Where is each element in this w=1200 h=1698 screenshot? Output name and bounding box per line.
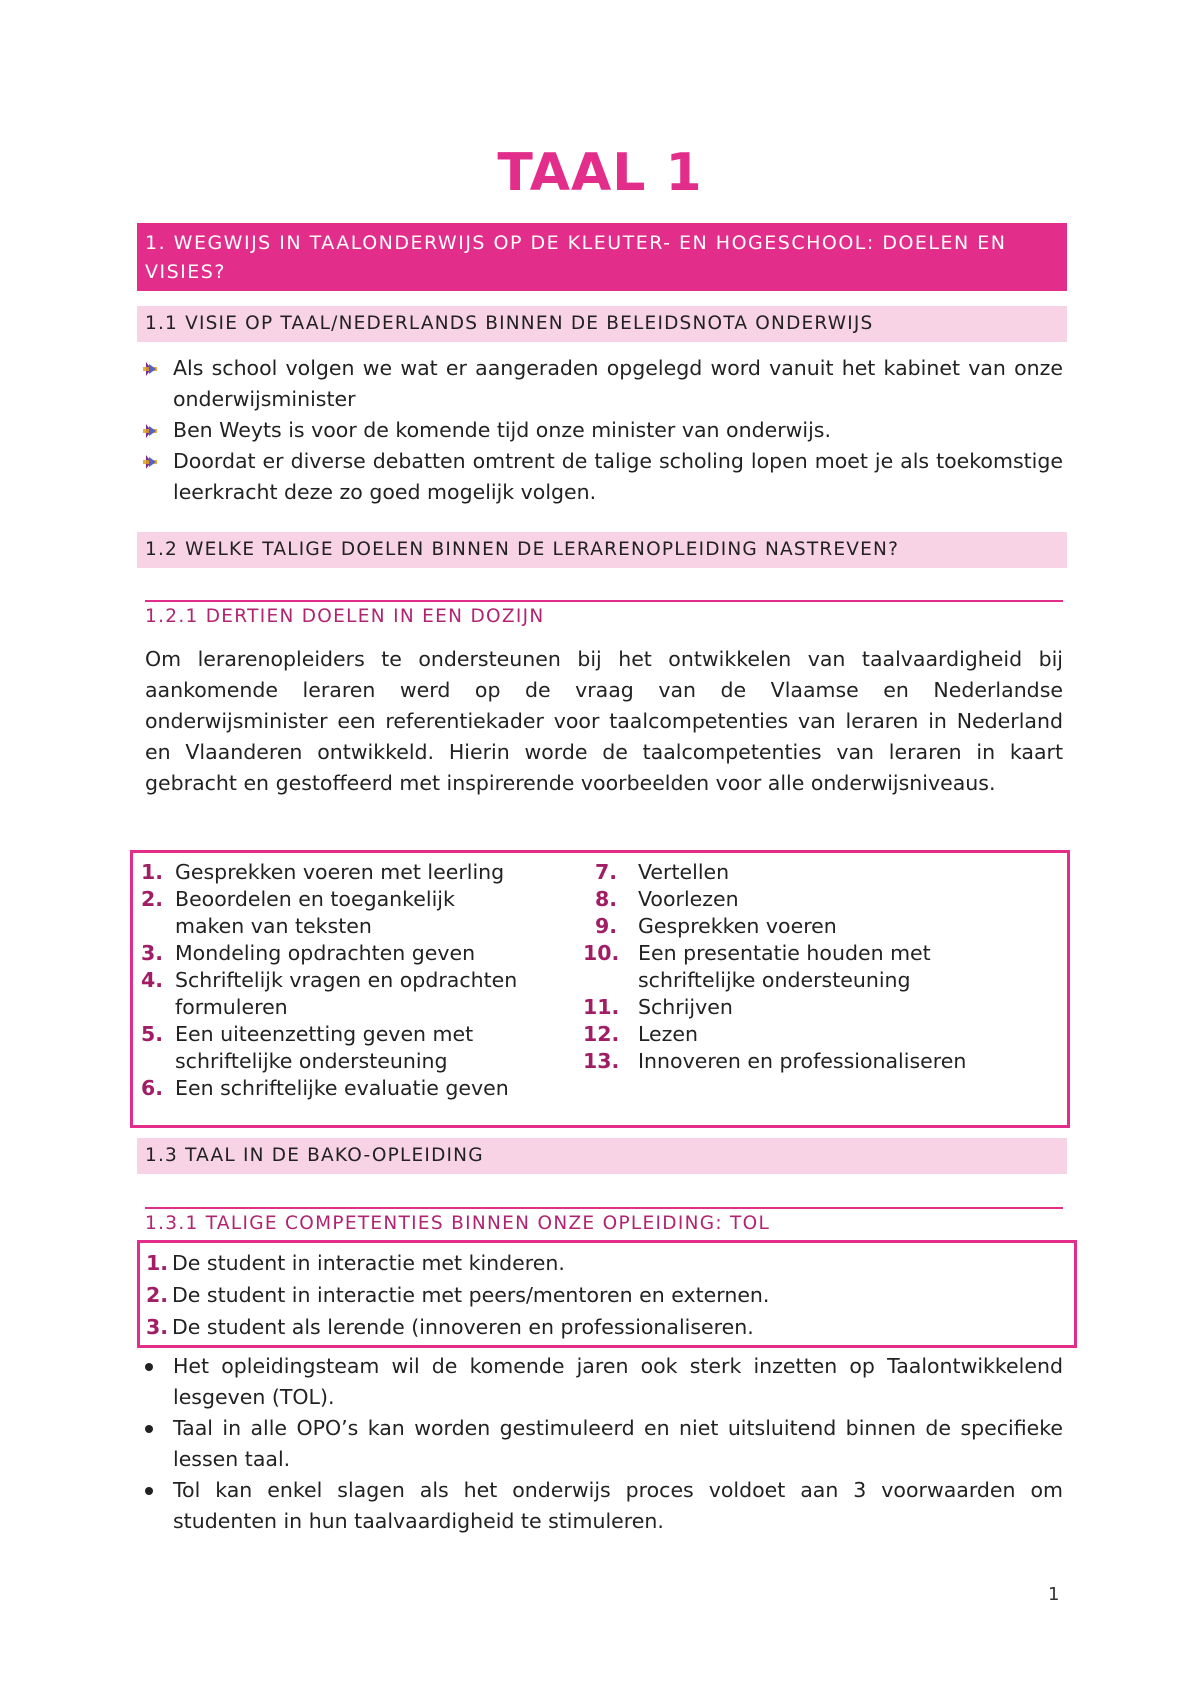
list-item [143, 1351, 1063, 1413]
section-1-1-heading: 1.1 VISIE OP TAAL/NEDERLANDS BINNEN DE BELEIDSNOTA ONDERWIJS [137, 306, 1067, 342]
goal-text: Schriftelijk vragen en opdrachten formuleren [175, 968, 518, 1019]
bullet-text: Taal in alle OPO’s kan worden gestimuleerd en niet uitsluitend binnen de specifieke lessen taal. [173, 1416, 1063, 1471]
list-item [143, 353, 1063, 415]
list-item [583, 859, 1053, 886]
section-1-3-heading: 1.3 TAAL IN DE BAKO-OPLEIDING [137, 1138, 1067, 1174]
goal-number: 1. [141, 860, 164, 884]
competences-list [146, 1247, 1066, 1343]
goal-number: 12. [583, 1022, 620, 1046]
goal-text: Schrijven [638, 995, 733, 1019]
goal-text: Gesprekken voeren [638, 914, 837, 938]
bullet-text: Doordat er diverse debatten omtrent de talige scholing lopen moet je als toekomstige leerkracht deze zo goed mogelijk volgen. [173, 449, 1063, 504]
list-item [141, 1075, 561, 1102]
list-item [583, 1021, 1053, 1048]
list-item [141, 859, 561, 886]
goal-number: 2. [141, 887, 164, 911]
goal-number: 6. [141, 1076, 164, 1100]
bullet-dot-icon [145, 1363, 153, 1371]
bullet-text: Tol kan enkel slagen als het onderwijs proces voldoet aan 3 voorwaarden om studenten in hun taalvaardigheid te stimuleren. [173, 1478, 1063, 1533]
list-item [141, 940, 561, 967]
arrow-bullet-icon [143, 362, 157, 376]
list-item [583, 940, 1053, 994]
bullet-text: Ben Weyts is voor de komende tijd onze minister van onderwijs. [173, 418, 831, 442]
arrow-bullet-icon [143, 455, 157, 469]
section-1-heading: 1. WEGWIJS IN TAALONDERWIJS OP DE KLEUTER- EN HOGESCHOOL: DOELEN EN VISIES? [137, 223, 1067, 291]
list-item [583, 1048, 1053, 1075]
goal-number: 4. [141, 968, 164, 992]
goals-left-list [141, 859, 561, 1102]
goal-text: Een uiteenzetting geven met schriftelijke ondersteuning [175, 1022, 474, 1073]
list-item [143, 415, 1063, 446]
list-item [143, 1413, 1063, 1475]
list-item [146, 1279, 1066, 1311]
arrow-bullet-icon [143, 424, 157, 438]
list-item [146, 1311, 1066, 1343]
goals-box [130, 850, 1070, 1128]
list-item [583, 913, 1053, 940]
goal-text: Beoordelen en toegankelijk maken van teksten [175, 887, 455, 938]
list-item [143, 446, 1063, 508]
section-1-3-1-heading: 1.3.1 TALIGE COMPETENTIES BINNEN ONZE OPLEIDING: TOL [145, 1207, 1063, 1234]
goal-text: Lezen [638, 1022, 699, 1046]
bullet-dot-icon [145, 1487, 153, 1495]
list-item [583, 886, 1053, 913]
competence-number: 2. [146, 1283, 169, 1307]
goal-text: Vertellen [638, 860, 730, 884]
competence-number: 3. [146, 1315, 169, 1339]
list-item [146, 1247, 1066, 1279]
goal-number: 10. [583, 941, 620, 965]
goal-text: Innoveren en professionaliseren [638, 1049, 967, 1073]
competence-text: De student als lerende (innoveren en professionaliseren. [172, 1315, 754, 1339]
competence-text: De student in interactie met kinderen. [172, 1251, 565, 1275]
list-item [141, 1021, 561, 1075]
section-1-3-1-bullet-list [143, 1351, 1063, 1537]
goal-number: 9. [595, 914, 618, 938]
goal-text: Mondeling opdrachten geven [175, 941, 476, 965]
competence-number: 1. [146, 1251, 169, 1275]
list-item [143, 1475, 1063, 1537]
goal-text: Gesprekken voeren met leerling [175, 860, 505, 884]
competence-text: De student in interactie met peers/mentoren en externen. [172, 1283, 770, 1307]
bullet-text: Het opleidingsteam wil de komende jaren ook sterk inzetten op Taalontwikkelend lesgeven (TOL). [173, 1354, 1063, 1409]
bullet-text: Als school volgen we wat er aangeraden opgelegd word vanuit het kabinet van onze onderwijsminister [173, 356, 1063, 411]
goal-number: 5. [141, 1022, 164, 1046]
goal-number: 8. [595, 887, 618, 911]
section-1-1-bullet-list [143, 353, 1063, 508]
competences-box [137, 1240, 1077, 1348]
list-item [141, 967, 561, 1021]
list-item [141, 886, 561, 940]
section-1-2-heading: 1.2 WELKE TALIGE DOELEN BINNEN DE LERARENOPLEIDING NASTREVEN? [137, 532, 1067, 568]
section-1-2-1-paragraph: Om lerarenopleiders te ondersteunen bij het ontwikkelen van taalvaardigheid bij aankomende leraren werd op de vraag van de Vlaamse en Nederlandse onderwijsminister een referentiekader voor taalcompetenties van leraren in Nederland en Vlaanderen ontwikkeld. Hierin worde de taalcompetenties van leraren in kaart gebracht en gestoffeerd met inspirerende voorbeelden voor alle onderwijsniveaus. [145, 647, 1063, 795]
goal-number: 13. [583, 1049, 620, 1073]
page-number: 1 [1048, 1584, 1060, 1605]
section-1-2-1-heading: 1.2.1 DERTIEN DOELEN IN EEN DOZIJN [145, 600, 1063, 627]
goal-number: 3. [141, 941, 164, 965]
goal-text: Een presentatie houden met schriftelijke ondersteuning [638, 941, 931, 992]
list-item [583, 994, 1053, 1021]
goal-number: 11. [583, 995, 620, 1019]
page-title: TAAL 1 [497, 143, 703, 203]
bullet-dot-icon [145, 1425, 153, 1433]
goal-text: Voorlezen [638, 887, 739, 911]
goals-right-list [583, 859, 1053, 1075]
goal-number: 7. [595, 860, 618, 884]
goal-text: Een schriftelijke evaluatie geven [175, 1076, 509, 1100]
